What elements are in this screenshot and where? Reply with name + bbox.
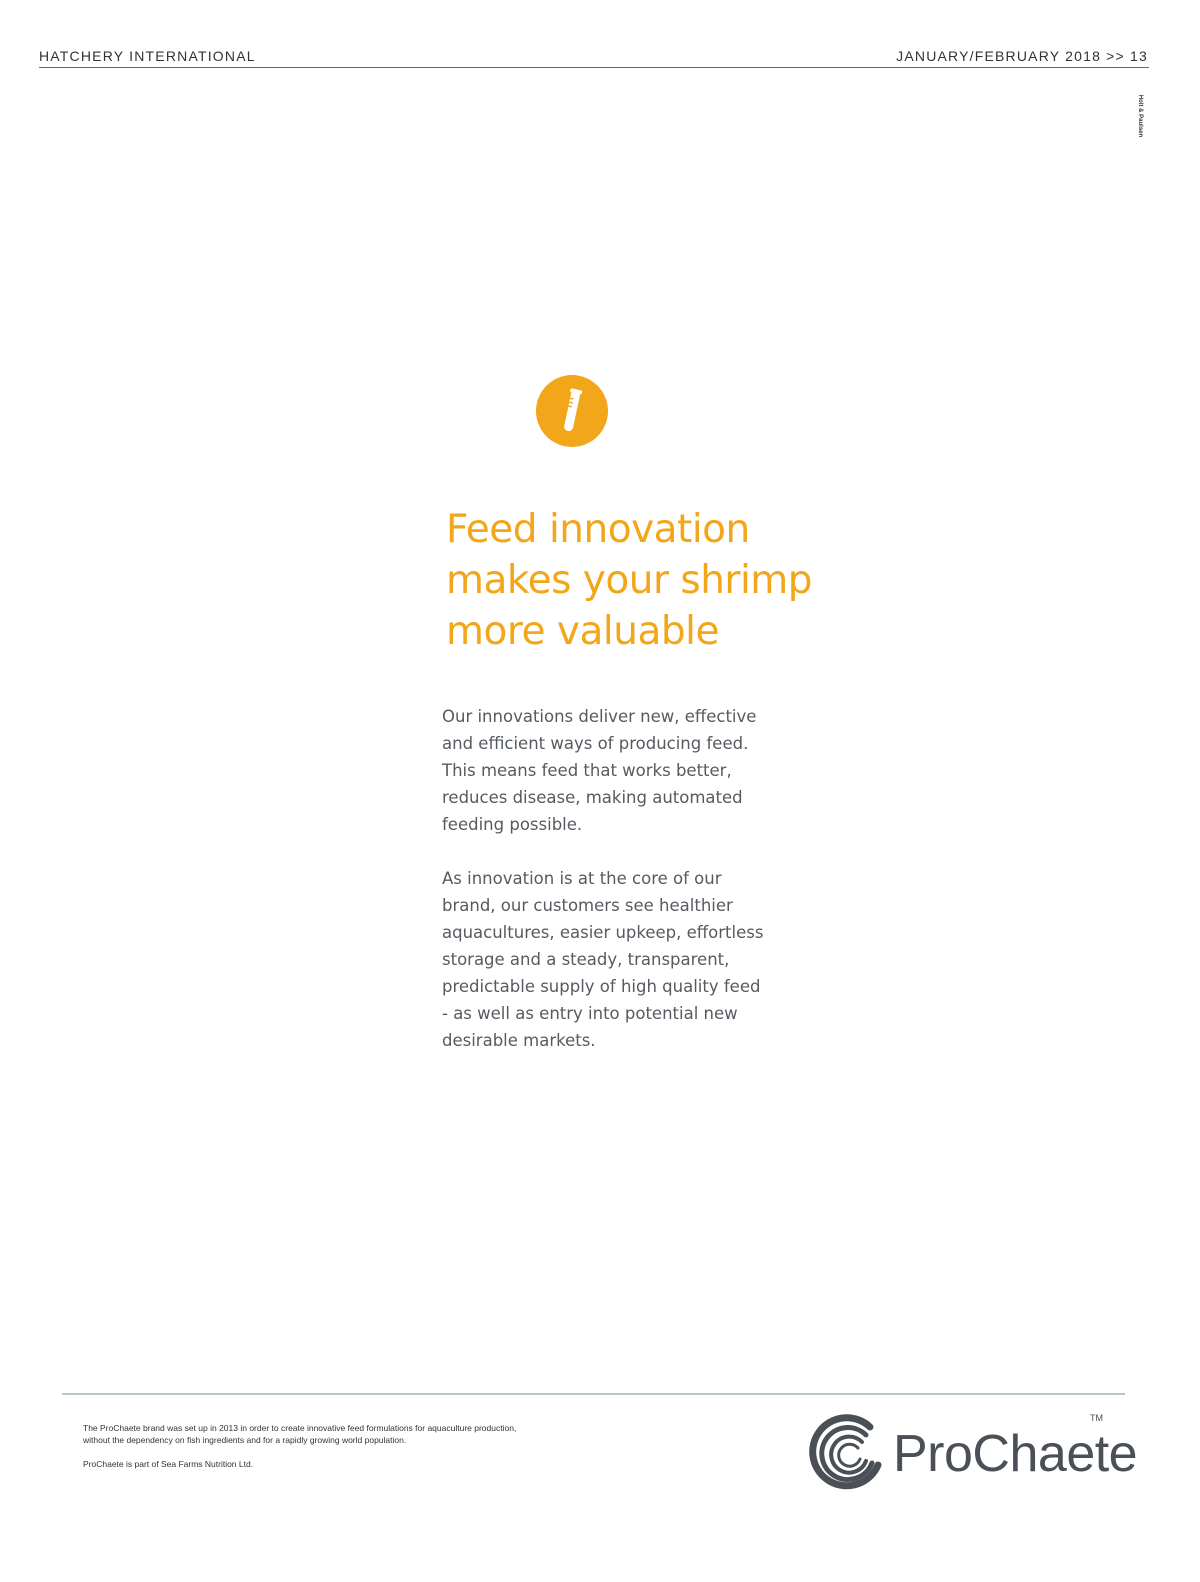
brand-wordmark: ProChaete (893, 1425, 1138, 1483)
trademark-symbol: TM (1090, 1413, 1103, 1423)
body-paragraph (442, 865, 802, 1054)
publication-name: HATCHERY INTERNATIONAL (39, 48, 256, 64)
body-line: desirable markets. (442, 1031, 596, 1050)
body-line: feeding possible. (442, 815, 583, 834)
body-line: storage and a steady, transparent, (442, 950, 730, 969)
header-divider (39, 67, 1149, 68)
headline-line: more valuable (446, 609, 719, 654)
footnote-line: without the dependency on fish ingredients and for a rapidly growing world population. (83, 1435, 407, 1445)
body-line: and efficient ways of producing feed. (442, 734, 749, 753)
body-line: brand, our customers see healthier (442, 896, 733, 915)
body-line: reduces disease, making automated (442, 788, 743, 807)
footnote-about (83, 1422, 683, 1446)
body-copy (442, 703, 802, 1081)
body-line: predictable supply of high quality feed (442, 977, 761, 996)
agency-credit: Holt & Paulsen (1137, 94, 1143, 138)
headline-line: makes your shrimp (446, 558, 813, 603)
body-paragraph (442, 703, 802, 838)
body-line: - as well as entry into potential new (442, 1004, 738, 1023)
swirl-logo-icon (808, 1413, 888, 1493)
headline-line: Feed innovation (446, 507, 750, 552)
test-tube-icon (536, 375, 608, 447)
footer-divider (62, 1393, 1125, 1395)
body-line: This means feed that works better, (442, 761, 732, 780)
issue-page-number: JANUARY/FEBRUARY 2018 >> 13 (896, 48, 1148, 64)
footnote-line: ProChaete is part of Sea Farms Nutrition Ltd. (83, 1459, 254, 1469)
footnote-line: The ProChaete brand was set up in 2013 in order to create innovative feed formulations for aquaculture production, (83, 1423, 517, 1433)
headline (446, 504, 906, 657)
body-line: As innovation is at the core of our (442, 869, 722, 888)
footnote-parent-company (83, 1458, 683, 1470)
body-line: aquacultures, easier upkeep, effortless (442, 923, 764, 942)
footnote (83, 1422, 683, 1470)
body-line: Our innovations deliver new, effective (442, 707, 757, 726)
